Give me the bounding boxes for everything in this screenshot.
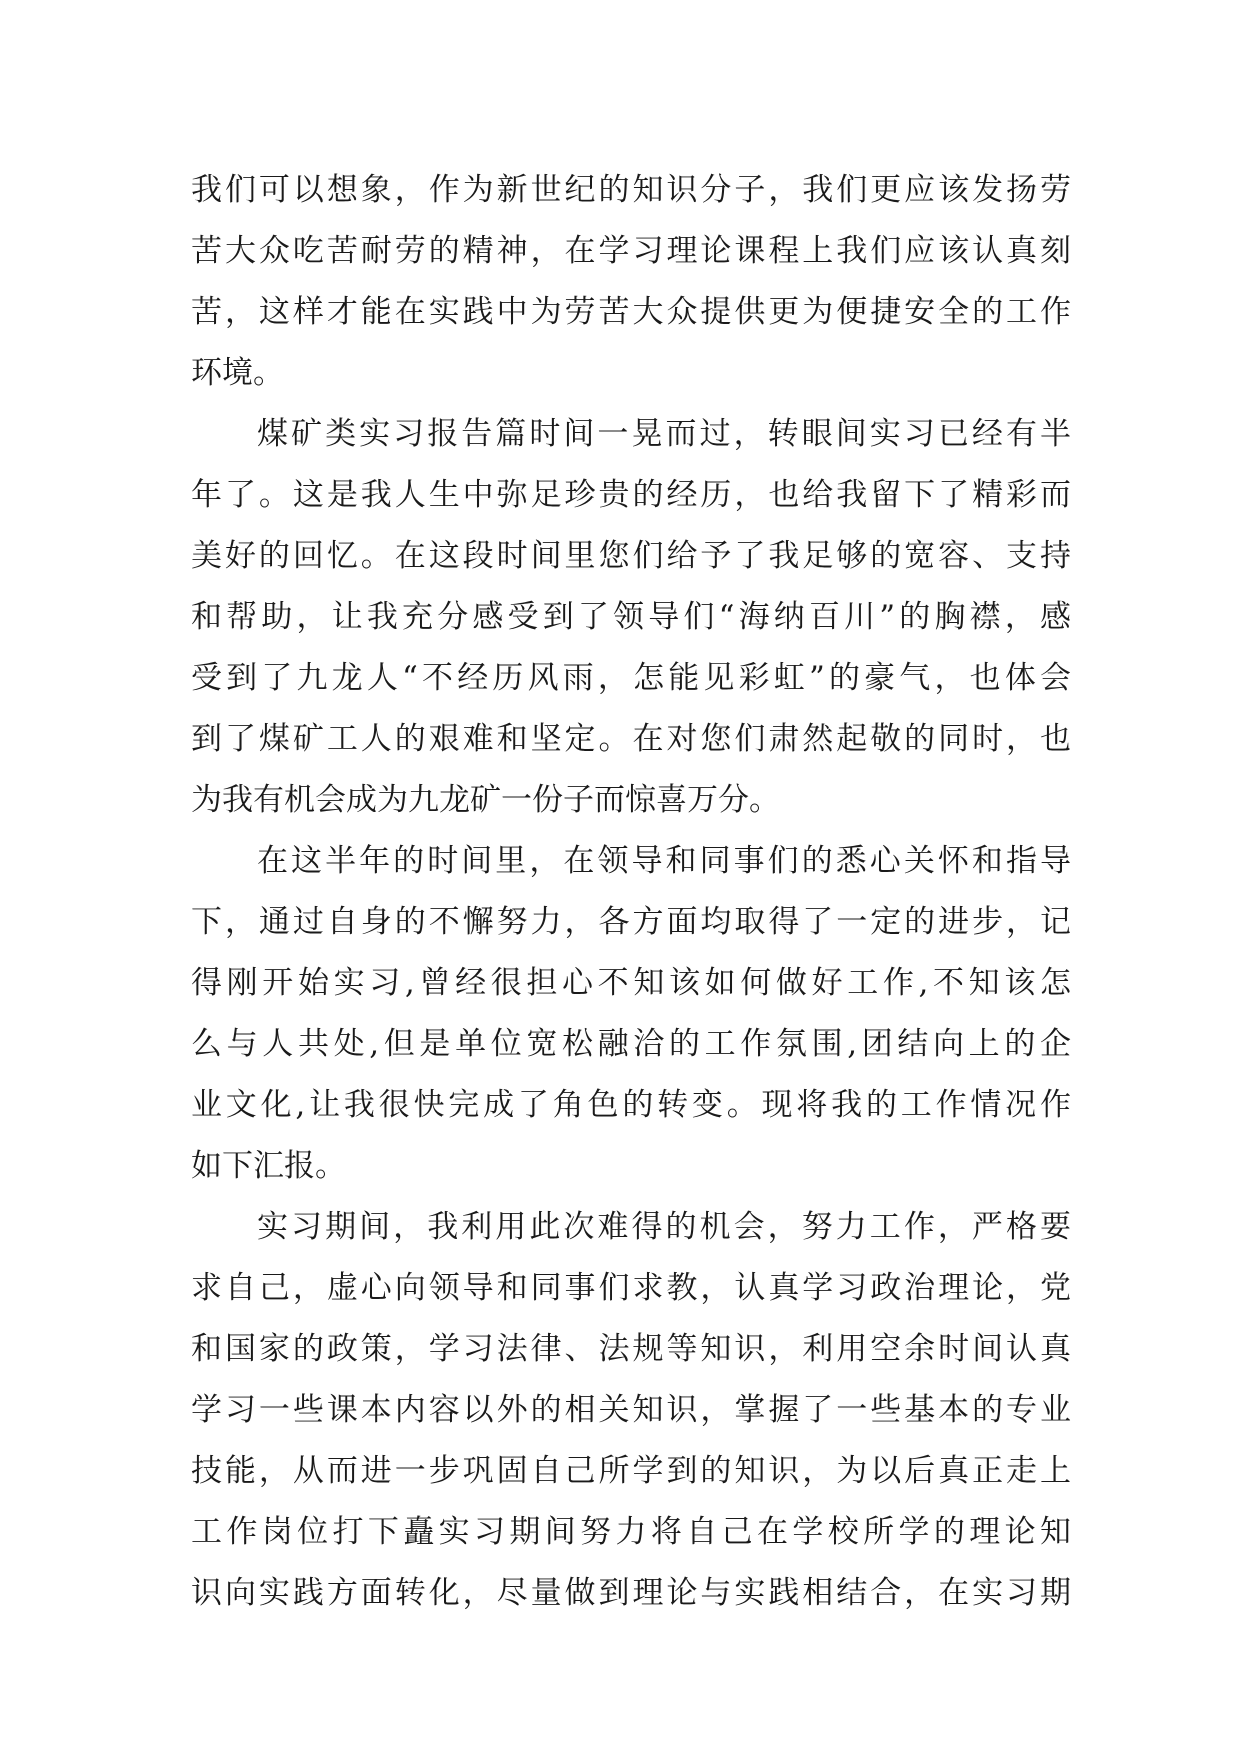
text-line: 到了煤矿工人的艰难和坚定。在对您们肃然起敬的同时，也	[191, 721, 1071, 757]
text-line: 工作岗位打下矗实习期间努力将自己在学校所学的理论知	[191, 1514, 1071, 1550]
text-line: 受到了九龙人“不经历风雨，怎能见彩虹”的豪气，也体会	[191, 660, 1071, 696]
text-line: 和国家的政策，学习法律、法规等知识，利用空余时间认真	[191, 1331, 1071, 1367]
paragraph-1	[191, 160, 1071, 404]
text-line: 苦大众吃苦耐劳的精神，在学习理论课程上我们应该认真刻	[191, 233, 1071, 269]
text-line: 实习期间，我利用此次难得的机会，努力工作，严格要	[257, 1209, 1071, 1245]
text-line: 得刚开始实习,曾经很担心不知该如何做好工作,不知该怎	[191, 965, 1071, 1001]
text-line: 技能，从而进一步巩固自己所学到的知识，为以后真正走上	[191, 1453, 1071, 1489]
text-line: 学习一些课本内容以外的相关知识，掌握了一些基本的专业	[191, 1392, 1071, 1428]
text-line: 如下汇报。	[191, 1148, 346, 1184]
text-line: 业文化,让我很快完成了角色的转变。现将我的工作情况作	[191, 1087, 1071, 1123]
text-line: 苦，这样才能在实践中为劳苦大众提供更为便捷安全的工作	[191, 294, 1071, 330]
paragraph-3	[191, 831, 1071, 1197]
text-line: 年了。这是我人生中弥足珍贵的经历，也给我留下了精彩而	[191, 477, 1071, 513]
text-line: 在这半年的时间里，在领导和同事们的悉心关怀和指导	[257, 843, 1071, 879]
text-line: 环境。	[191, 355, 284, 391]
text-line: 煤矿类实习报告篇时间一晃而过，转眼间实习已经有半	[257, 416, 1071, 452]
text-line: 求自己，虚心向领导和同事们求教，认真学习政治理论，党	[191, 1270, 1071, 1306]
text-line: 美好的回忆。在这段时间里您们给予了我足够的宽容、支持	[191, 538, 1071, 574]
paragraph-4	[191, 1197, 1071, 1624]
text-line: 下，通过自身的不懈努力，各方面均取得了一定的进步，记	[191, 904, 1071, 940]
text-line: 和帮助，让我充分感受到了领导们“海纳百川”的胸襟，感	[191, 599, 1071, 635]
text-line: 为我有机会成为九龙矿一份子而惊喜万分。	[191, 782, 780, 818]
text-line: 么与人共处,但是单位宽松融洽的工作氛围,团结向上的企	[191, 1026, 1071, 1062]
text-line: 我们可以想象，作为新世纪的知识分子，我们更应该发扬劳	[191, 172, 1071, 208]
paragraph-2	[191, 404, 1071, 831]
document-body	[191, 160, 1071, 1624]
text-line: 识向实践方面转化，尽量做到理论与实践相结合，在实习期	[191, 1575, 1071, 1611]
